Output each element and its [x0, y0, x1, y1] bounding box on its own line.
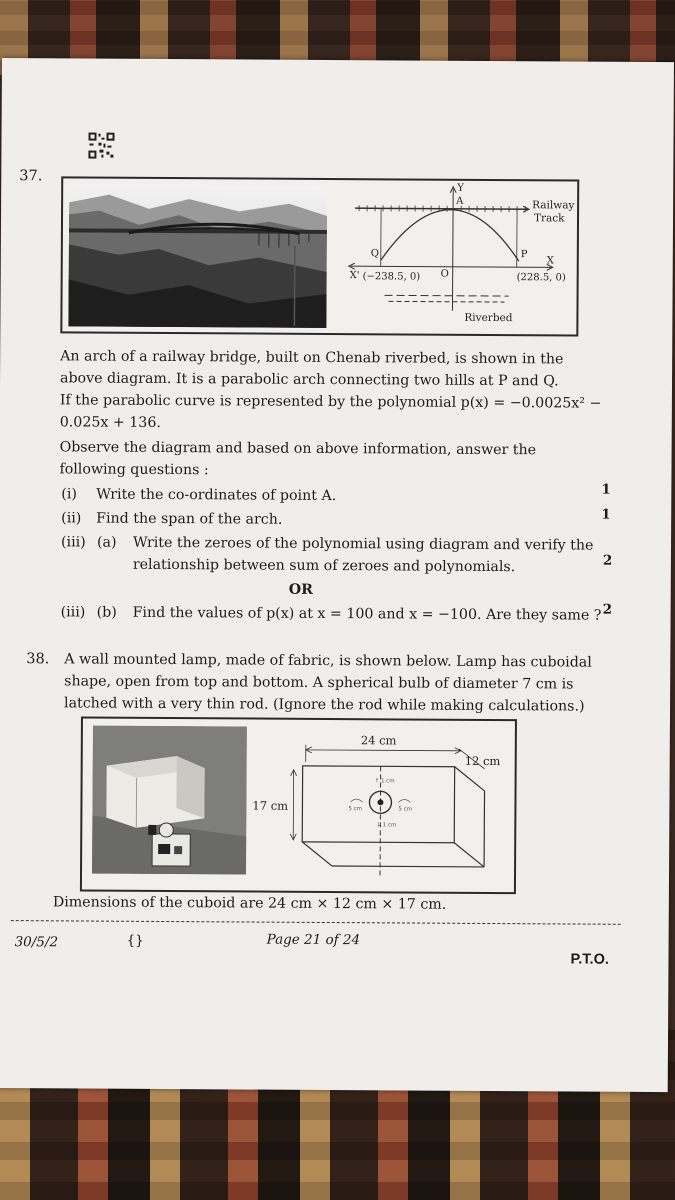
q37-iiia-line1: Write the zeroes of the polynomial using diagram and verify the	[132, 534, 594, 554]
question-38-number: 38.	[26, 651, 50, 668]
footer-code: 30/5/2	[14, 934, 59, 951]
qr-code-icon	[87, 132, 115, 160]
rod-left-label: 5 cm	[348, 806, 363, 813]
footer-pto: P.T.O.	[570, 951, 609, 968]
footer-braces: {}	[126, 932, 144, 949]
q37-iiia-marks: 2	[602, 552, 613, 569]
point-a-label: A	[456, 195, 464, 207]
q38-dimensions: Dimensions of the cuboid are 24 cm × 12 cm × 17 cm.	[52, 894, 447, 913]
q37-ii-marks: 1	[601, 506, 611, 523]
q37-i-number: (i)	[61, 486, 77, 503]
length-label: 24 cm	[360, 733, 397, 748]
q37-para1-line1: An arch of a railway bridge, built on Chenab riverbed, is shown in the	[60, 348, 564, 368]
q37-iiib-sub: (b)	[96, 604, 117, 621]
q38-para-line3: latched with a very thin rod. (Ignore the rod while making calculations.)	[64, 695, 585, 715]
rod-top-label: ↑ 1 cm	[374, 778, 395, 785]
q37-para1-line3: If the parabolic curve is represented by the polynomial p(x) = −0.0025x² −	[59, 392, 602, 412]
q37-iiia-number: (iii)	[60, 534, 86, 551]
q37-figure-box	[60, 176, 579, 336]
lamp-photo	[92, 726, 247, 875]
q38-para-line1: A wall mounted lamp, made of fabric, is shown below. Lamp has cuboidal	[64, 651, 592, 671]
q37-para1-line4: 0.025x + 136.	[59, 414, 161, 431]
q37-i-text: Write the co-ordinates of point A.	[96, 486, 337, 505]
height-label: 17 cm	[252, 798, 289, 813]
rod-right-label: 5 cm	[398, 806, 413, 813]
q38-para-line2: shape, open from top and bottom. A spherical bulb of diameter 7 cm is	[64, 673, 574, 693]
q37-i-marks: 1	[601, 481, 611, 498]
railway-label-2: Track	[533, 212, 565, 225]
q37-iiib-number: (iii)	[60, 604, 86, 621]
q37-iiib-text: Find the values of p(x) at x = 100 and x = −100. Are they same ?	[132, 604, 602, 624]
q37-ii-text: Find the span of the arch.	[96, 510, 283, 528]
q38-figure-box	[80, 716, 517, 894]
y-axis-label: Y	[457, 182, 464, 194]
question-37-number: 37.	[19, 168, 43, 185]
q37-para2-line1: Observe the diagram and based on above information, answer the	[59, 439, 537, 459]
riverbed-label: Riverbed	[464, 311, 513, 325]
right-point-coords: (228.5, 0)	[516, 272, 566, 284]
cuboid-lamp-diagram	[250, 720, 515, 894]
origin-label: O	[440, 268, 449, 280]
rod-bottom-label: ↓ 1 cm	[376, 822, 397, 829]
q37-iiia-line2: relationship between sum of zeroes and polynomials.	[132, 556, 516, 576]
parabolic-arch-diagram	[340, 180, 577, 334]
q37-para1-line2: above diagram. It is a parabolic arch connecting two hills at P and Q.	[59, 370, 559, 390]
width-label: 12 cm	[464, 753, 501, 769]
point-p-label: P	[520, 249, 528, 261]
left-point-coords: (−238.5, 0)	[362, 271, 421, 283]
x-axis-label: X	[546, 255, 554, 267]
q37-iiia-sub: (a)	[96, 534, 117, 551]
exam-page	[0, 58, 674, 1092]
q37-ii-number: (ii)	[61, 510, 82, 527]
x-prime-label: X'	[349, 270, 360, 282]
footer-page-number: Page 21 of 24	[266, 931, 361, 949]
railway-label-1: Railway	[532, 199, 575, 212]
q37-iiib-marks: 2	[602, 601, 613, 618]
point-q-label: Q	[370, 248, 380, 260]
footer-divider	[11, 920, 621, 925]
or-divider: OR	[288, 581, 313, 598]
bridge-photo	[68, 184, 327, 328]
q37-para2-line2: following questions :	[59, 461, 209, 479]
